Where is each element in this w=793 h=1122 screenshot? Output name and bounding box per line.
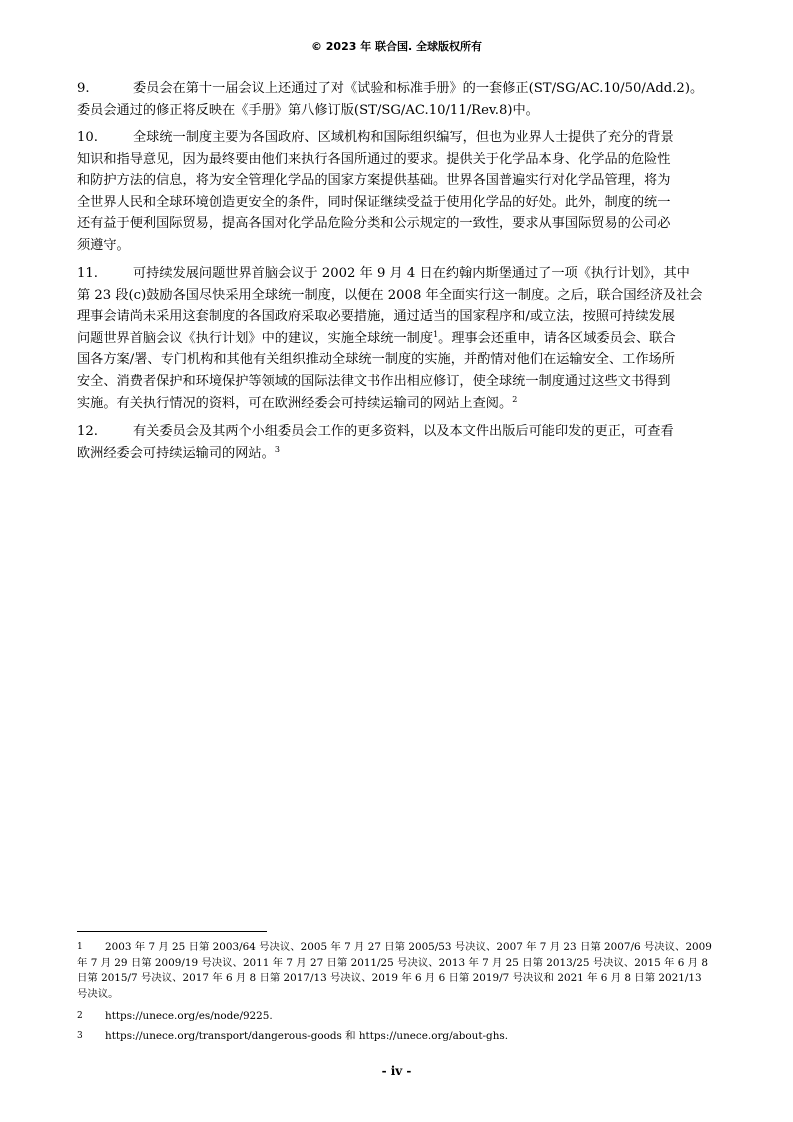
paragraph-number: 12.: [77, 424, 98, 439]
copyright-header: © 2023 年 联合国. 全球版权所有: [310, 40, 483, 53]
footnote-number: 3: [77, 1031, 83, 1041]
paragraph-10: [77, 127, 717, 257]
paragraph-line: 欧洲经委会可持续运输司的网站。$^3$: [77, 444, 280, 461]
paragraph-line: 须遵守。: [77, 237, 130, 253]
paragraph-line: 全世界人民和全球环境创造更安全的条件，同时保证继续受益于使用化学品的好处。此外，制度的统一: [77, 194, 671, 210]
paragraph-line: 和防护方法的信息，将为安全管理化学品的国家方案提供基础。世界各国普遍实行对化学品管理，将为: [77, 173, 671, 189]
footnote-line: [77, 1009, 717, 1025]
footnote-line: 年 7 月 29 日第 2009/19 号决议、2011 年 7 月 27 日第 2011/25 号决议、2013 年 7 月 25 日第 2013/25 号决议、2015 年 6 月 8: [77, 956, 708, 969]
paragraph-line: 理事会请尚未采用这套制度的各国政府采取必要措施，通过适当的国家程序和/或立法，按照可持续发展: [77, 309, 675, 325]
paragraph-line: 10. 全球统一制度主要为各国政府、区域机构和国际组织编写，但也为业界人士提供了充分的背景: [77, 127, 717, 149]
paragraph-number: 10.: [77, 130, 98, 145]
paragraph-9: [77, 78, 717, 121]
paragraph-line: 第 23 段(c)鼓励各国尽快采用全球统一制度，以便在 2008 年全面实行这一制度。之后，联合国经济及社会: [77, 287, 703, 303]
footnote-number: 2: [77, 1011, 83, 1021]
paragraph-line: 知识和指导意见，因为最终要由他们来执行各国所通过的要求。提供关于化学品本身、化学品的危险性: [77, 151, 671, 167]
footnote-ref[interactable]: 1: [433, 329, 439, 339]
footnote-line: 日第 2015/7 号决议、2017 年 6 月 8 日第 2017/13 号决议、2019 年 6 月 6 日第 2019/7 号决议和 2021 年 6 月 8 日第 2021/13: [77, 972, 702, 984]
footnote-link[interactable]: https://unece.org/transport/dangerous-goods 和 https://unece.org/about-ghs.: [105, 1030, 509, 1042]
paragraph-line: 问题世界首脑会议《执行计划》中的建议，实施全球统一制度$^1$。理事会还重申，请各区域委员会、联合: [77, 329, 676, 346]
footnote-3: [77, 1029, 717, 1045]
footnote-line: 号决议。: [77, 987, 119, 1000]
footnote-1: [77, 940, 717, 1002]
footnote-line: [77, 1029, 717, 1045]
paragraph-line: 实施。有关执行情况的资料，可在欧洲经委会可持续运输司的网站上查阅。$^2$: [77, 394, 518, 411]
footnote-2: [77, 1009, 717, 1025]
footnote-link[interactable]: https://unece.org/es/node/9225.: [105, 1010, 273, 1022]
footnote-line: 1 2003 年 7 月 25 日第 2003/64 号决议、2005 年 7 月 27 日第 2005/53 号决议、2007 年 7 月 23 日第 2007/6 号决议、2009: [77, 940, 717, 956]
paragraph-line: 11. 可持续发展问题世界首脑会议于 2002 年 9 月 4 日在约翰内斯堡通过了一项《执行计划》，其中: [77, 263, 717, 285]
paragraph-line: 还有益于便利国际贸易，提高各国对化学品危险分类和公示规定的一致性，要求从事国际贸易的公司必: [77, 216, 671, 232]
paragraph-line: 委员会通过的修正将反映在《手册》第八修订版(ST/SG/AC.10/11/Rev.8)中。: [77, 102, 539, 118]
paragraph-number: 11.: [77, 266, 98, 281]
footnote-number: 1: [77, 942, 83, 952]
paragraph-line: 国各方案/署、专门机构和其他有关组织推动全球统一制度的实施，并酌情对他们在运输安全、工作场所: [77, 352, 675, 368]
footnote-separator: [77, 931, 267, 932]
paragraph-12: [77, 421, 717, 464]
footnote-ref[interactable]: 3: [274, 444, 280, 454]
footnote-ref[interactable]: 2: [512, 394, 518, 404]
paragraph-11: [77, 263, 717, 414]
paragraph-line: 9. 委员会在第十一届会议上还通过了对《试验和标准手册》的一套修正(ST/SG/AC.10/50/Add.2)。: [77, 78, 717, 100]
paragraph-line: 12. 有关委员会及其两个小组委员会工作的更多资料，以及本文件出版后可能印发的更正，可查看: [77, 421, 717, 443]
page-number: - iv -: [381, 1064, 412, 1078]
paragraph-number: 9.: [77, 81, 90, 96]
paragraph-line: 安全、消费者保护和环境保护等领域的国际法律文书作出相应修订，使全球统一制度通过这些文书得到: [77, 373, 671, 389]
